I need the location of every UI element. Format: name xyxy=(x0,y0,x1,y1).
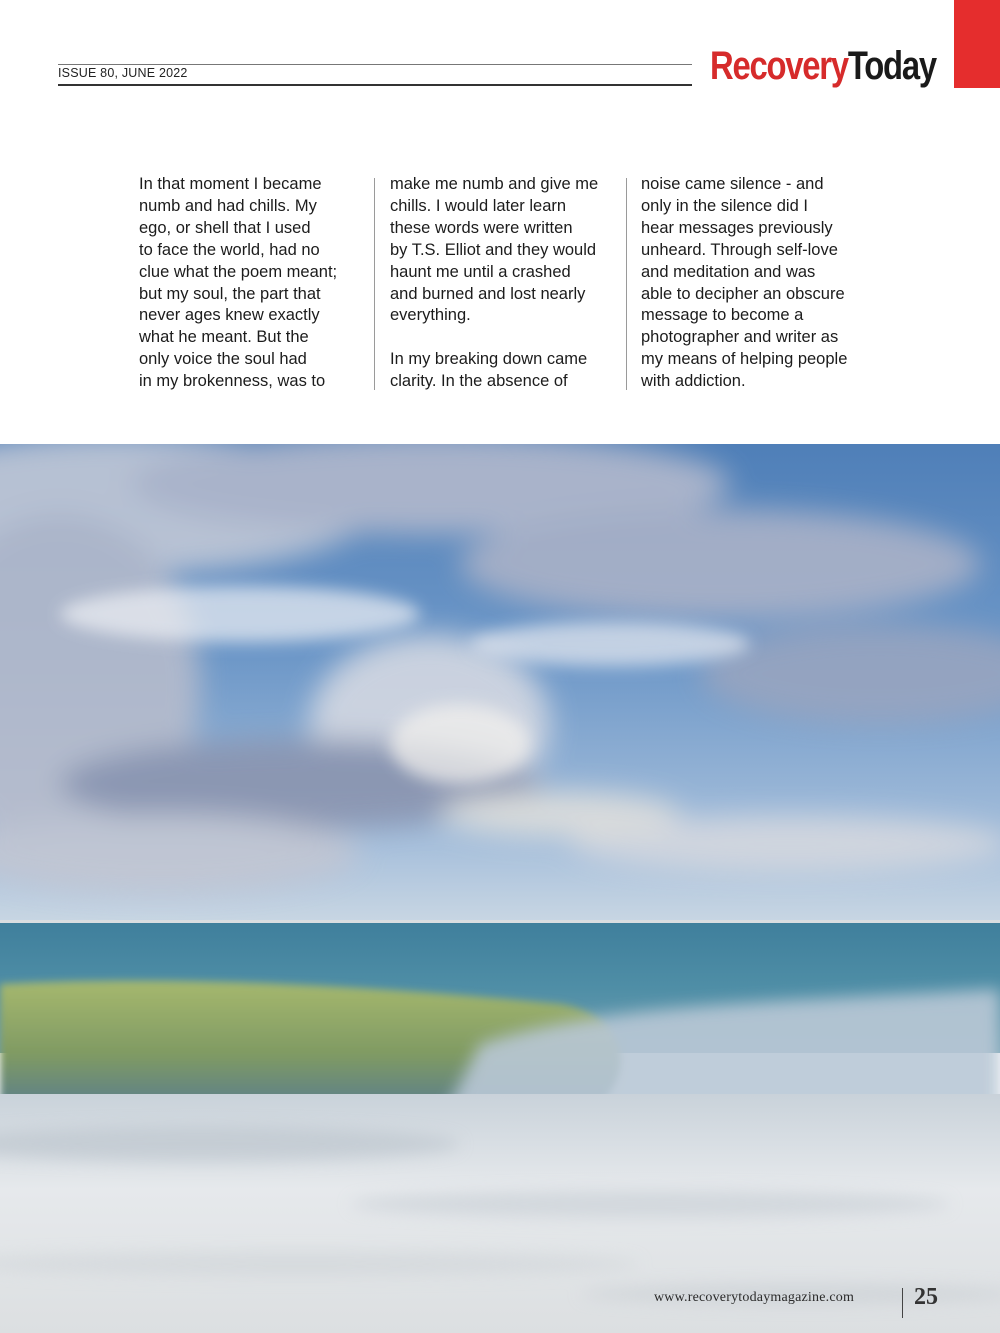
article-column-2: make me numb and give me chills. I would later learn these words were written by T.S. Elliot and they would haunt me until a crashed and burned and lost nearly everything. In my breaking down came clarity. In the absence of xyxy=(390,175,599,391)
footer-url[interactable]: www.recoverytodaymagazine.com xyxy=(654,1290,855,1305)
ocean-wave-photo xyxy=(0,444,1000,1333)
issue-label: ISSUE 80, JUNE 2022 xyxy=(58,66,188,80)
corner-arrow-icon xyxy=(954,54,968,88)
page-number: 25 xyxy=(914,1284,938,1310)
header-rule-bottom xyxy=(58,84,692,86)
logo-today: Today xyxy=(847,44,936,88)
magazine-logo[interactable] xyxy=(710,44,936,89)
article-column-3: noise came silence - and only in the silence did I hear messages previously unheard. Through self-love and meditation and was able to decipher an obscure message to become a photographer and writer as my means of helping people with addiction. xyxy=(641,175,848,391)
logo-recovery: Recovery xyxy=(710,44,848,88)
footer-separator xyxy=(902,1288,903,1318)
header-rule-top xyxy=(58,64,692,65)
column-divider xyxy=(374,178,375,390)
column-divider xyxy=(626,178,627,390)
article-column-1: In that moment I became numb and had chills. My ego, or shell that I used to face the world, had no clue what the poem meant; but my soul, the part that never ages knew exactly what he meant. But the only voice the soul had in my brokenness, was to xyxy=(139,175,338,391)
